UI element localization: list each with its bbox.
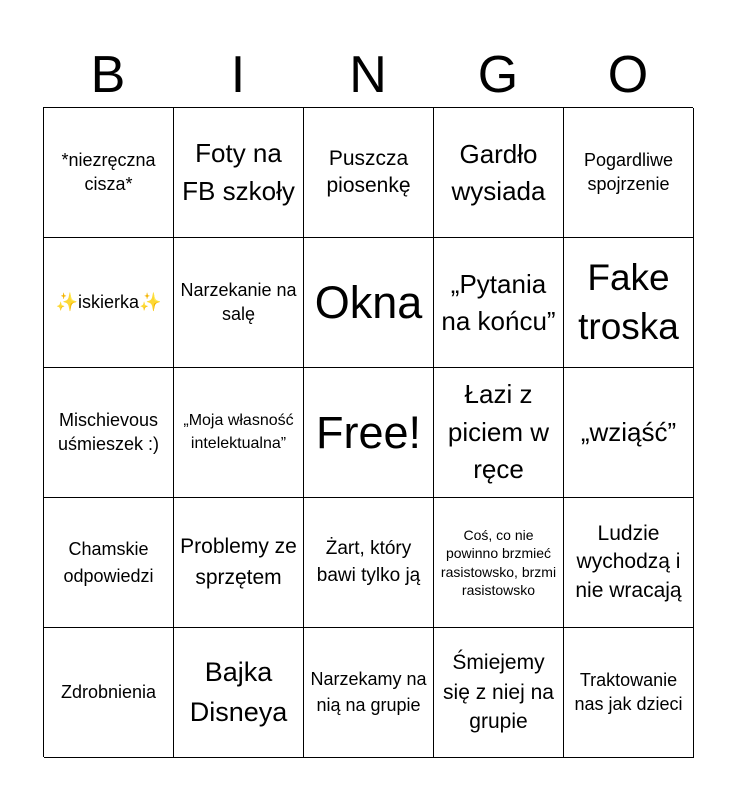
header-letter-n: N xyxy=(349,46,387,104)
bingo-cell[interactable]: Problemy ze sprzętem xyxy=(174,498,304,628)
bingo-cell[interactable]: Puszcza piosenkę xyxy=(304,108,434,238)
bingo-board xyxy=(43,107,693,757)
bingo-cell[interactable]: *niezręczna cisza* xyxy=(44,108,174,238)
bingo-cell[interactable]: Łazi z piciem w ręce xyxy=(434,368,564,498)
bingo-cell[interactable]: Coś, co nie powinno brzmieć rasistowsko, brzmi rasistowsko xyxy=(434,498,564,628)
bingo-cell[interactable]: Śmiejemy się z niej na grupie xyxy=(434,628,564,758)
bingo-cell[interactable]: Bajka Disneya xyxy=(174,628,304,758)
bingo-cell[interactable]: Free! xyxy=(304,368,434,498)
bingo-cell[interactable]: Narzekamy na nią na grupie xyxy=(304,628,434,758)
bingo-cell[interactable]: Traktowanie nas jak dzieci xyxy=(564,628,694,758)
bingo-cell[interactable]: Okna xyxy=(304,238,434,368)
header-letter-b: B xyxy=(90,46,126,104)
bingo-cell[interactable]: Pogardliwe spojrzenie xyxy=(564,108,694,238)
header-letter-i: I xyxy=(230,46,246,104)
bingo-header xyxy=(43,44,693,106)
bingo-cell[interactable]: Foty na FB szkoły xyxy=(174,108,304,238)
bingo-cell[interactable]: Gardło wysiada xyxy=(434,108,564,238)
header-letter-g: G xyxy=(477,46,519,104)
bingo-cell[interactable]: „Moja własność intelektualna” xyxy=(174,368,304,498)
bingo-cell[interactable]: Mischievous uśmieszek :) xyxy=(44,368,174,498)
bingo-cell[interactable]: Narzekanie na salę xyxy=(174,238,304,368)
header-letter-o: O xyxy=(607,46,649,104)
bingo-cell[interactable]: Ludzie wychodzą i nie wracają xyxy=(564,498,694,628)
bingo-cell[interactable]: „Pytania na końcu” xyxy=(434,238,564,368)
bingo-cell[interactable]: Fake troska xyxy=(564,238,694,368)
bingo-cell[interactable]: Chamskie odpowiedzi xyxy=(44,498,174,628)
bingo-cell[interactable]: Zdrobnienia xyxy=(44,628,174,758)
bingo-cell[interactable]: „wziąść” xyxy=(564,368,694,498)
bingo-cell[interactable]: Żart, który bawi tylko ją xyxy=(304,498,434,628)
bingo-cell[interactable]: ✨iskierka✨ xyxy=(44,238,174,368)
